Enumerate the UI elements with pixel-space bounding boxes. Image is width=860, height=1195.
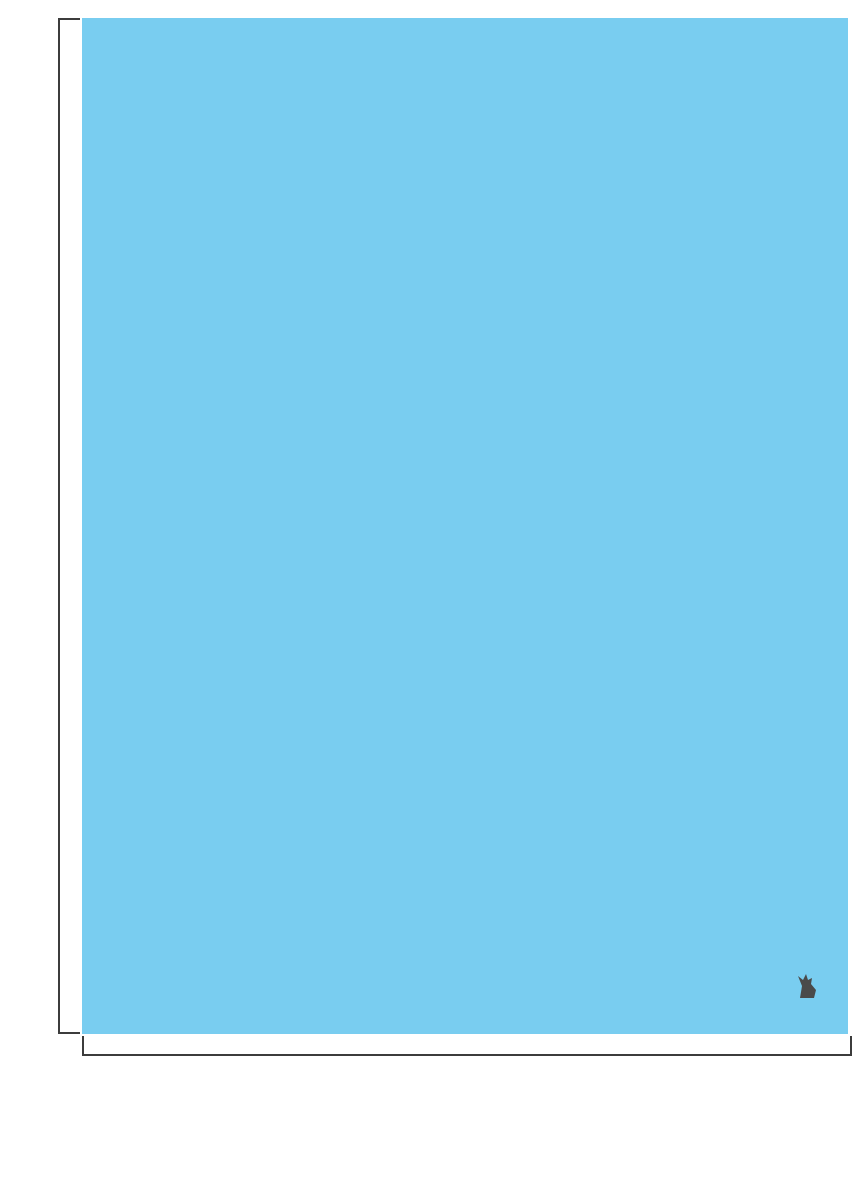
- width-dimension-line: [82, 1054, 852, 1056]
- width-dimension-cap-left: [82, 1036, 84, 1056]
- height-dimension-line: [58, 18, 60, 1034]
- height-label: [5, 425, 45, 555]
- wolf-icon: [792, 970, 822, 1000]
- height-dimension-cap-top: [58, 18, 80, 20]
- decal-sheet: [82, 18, 848, 1034]
- width-dimension-cap-right: [850, 1036, 852, 1056]
- color-legend: [0, 1122, 860, 1162]
- decal-artwork: [82, 18, 848, 1034]
- height-dimension-cap-bottom: [58, 1032, 80, 1034]
